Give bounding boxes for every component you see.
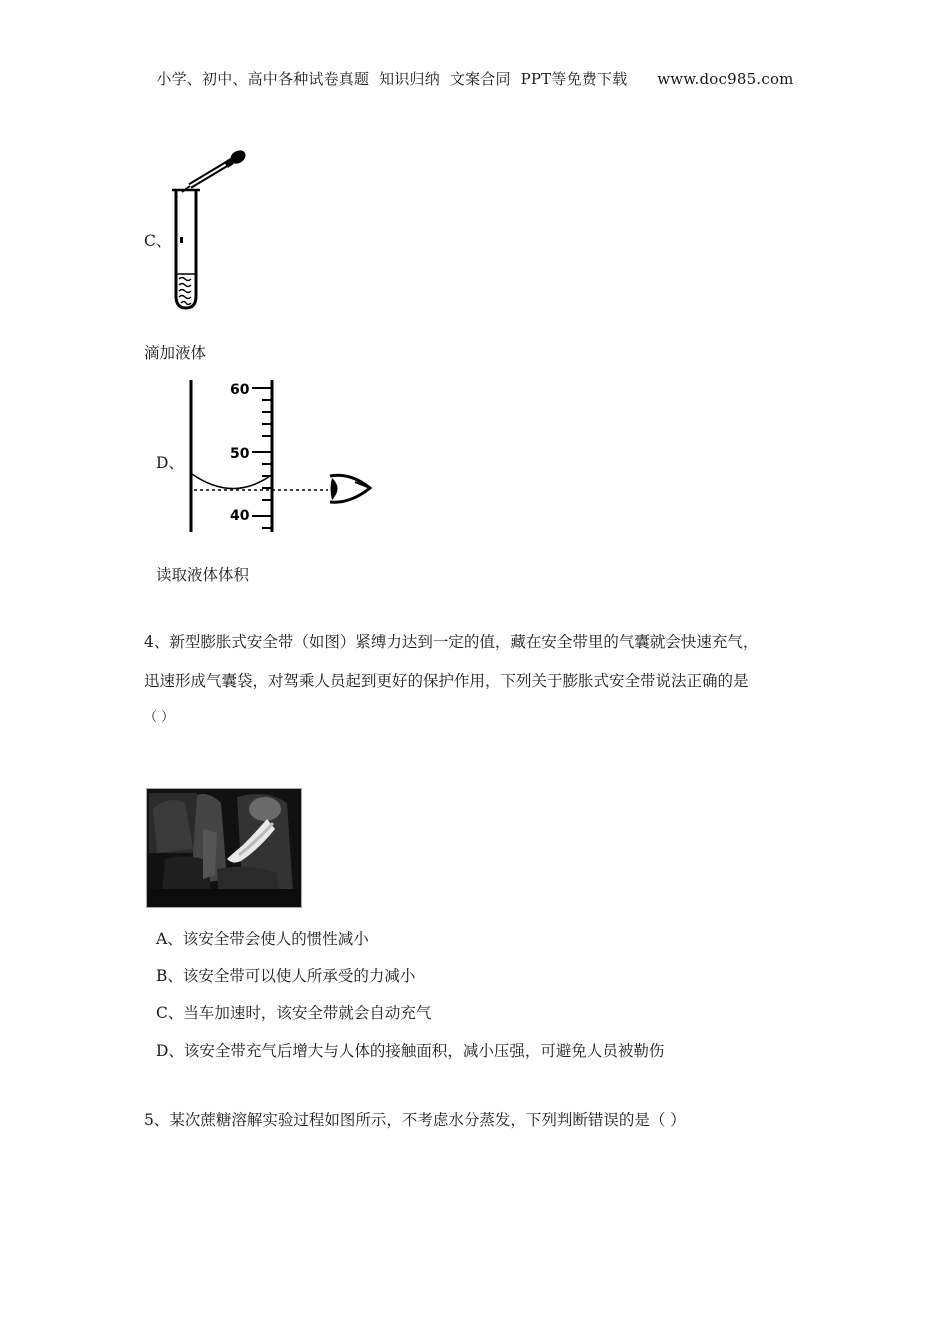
- dropper-over-test-tube-icon: [168, 148, 258, 310]
- eye-icon: [330, 475, 370, 502]
- q5-stem: 5、某次蔗糖溶解实验过程如图所示，不考虑水分蒸发，下列判断错误的是（ ）: [144, 1111, 686, 1129]
- scale-label-40: 40: [230, 508, 250, 524]
- graduated-cylinder-reading-icon: [180, 378, 375, 536]
- scale-label-50: 50: [230, 446, 250, 462]
- q4-option-a: A、该安全带会使人的惯性减小: [156, 930, 369, 948]
- car-seat-airbag-seatbelt-photo: [146, 788, 302, 908]
- q4-option-d: D、该安全带充气后增大与人体的接触面积，减小压强，可避免人员被勒伤: [156, 1042, 665, 1060]
- option-c-caption: 滴加液体: [144, 344, 207, 362]
- q4-stem-line-2: 迅速形成气囊袋，对驾乘人员起到更好的保护作用，下列关于膨胀式安全带说法正确的是: [144, 672, 749, 690]
- option-d-caption: 读取液体体积: [156, 566, 250, 584]
- q4-option-b: B、该安全带可以使人所承受的力减小: [156, 967, 416, 985]
- option-c-label: C、: [144, 232, 172, 250]
- q4-answer-blank: （ ）: [144, 710, 175, 725]
- q4-stem-line-1: 4、新型膨胀式安全带（如图）紧缚力达到一定的值，藏在安全带里的气囊就会快速充气，: [144, 633, 759, 651]
- option-d-label: D、: [156, 454, 184, 472]
- page-header: 小学、初中、高中各种试卷真题 知识归纳 文案合同 PPT等免费下载 www.doc985.com: [156, 70, 794, 88]
- scale-label-60: 60: [230, 382, 250, 398]
- q4-option-c: C、当车加速时，该安全带就会自动充气: [156, 1004, 432, 1022]
